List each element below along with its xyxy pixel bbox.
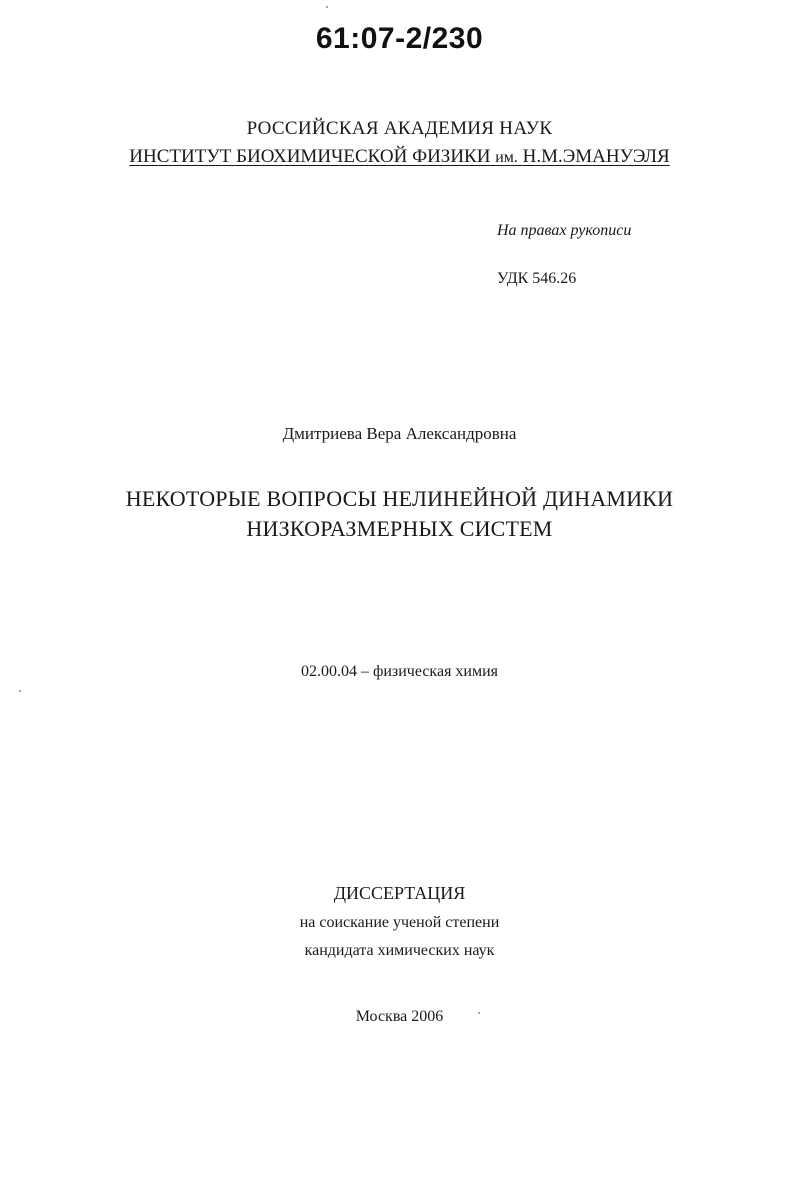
shelfmark: 61:07-2/230 xyxy=(315,22,484,55)
author-name: Дмитриева Вера Александровна xyxy=(282,424,517,443)
institute-person: Н.М.ЭМАНУЭЛЯ xyxy=(522,146,670,167)
scan-speck xyxy=(326,6,328,8)
scan-speck xyxy=(478,1012,480,1014)
academy-name: РОССИЙСКАЯ АКАДЕМИЯ НАУК xyxy=(246,118,553,139)
institute-abbrev: им. xyxy=(495,149,518,166)
specialty: 02.00.04 – физическая химия xyxy=(300,663,499,680)
title-line-1: НЕКОТОРЫЕ ВОПРОСЫ НЕЛИНЕЙНОЙ ДИНАМИКИ xyxy=(125,486,674,511)
degree-line-2: кандидата химических наук xyxy=(304,942,495,959)
udk-code: УДК 546.26 xyxy=(497,270,577,287)
dissertation-label: ДИССЕРТАЦИЯ xyxy=(333,883,466,903)
city-year: Москва 2006 xyxy=(355,1008,444,1025)
institute-name xyxy=(0,146,799,168)
degree-line-1: на соискание ученой степени xyxy=(299,914,500,931)
title-line-2: НИЗКОРАЗМЕРНЫХ СИСТЕМ xyxy=(246,516,553,541)
rights-notice: На правах рукописи xyxy=(497,222,632,239)
institute-main: ИНСТИТУТ БИОХИМИЧЕСКОЙ ФИЗИКИ xyxy=(129,146,491,167)
scan-speck xyxy=(19,690,21,692)
